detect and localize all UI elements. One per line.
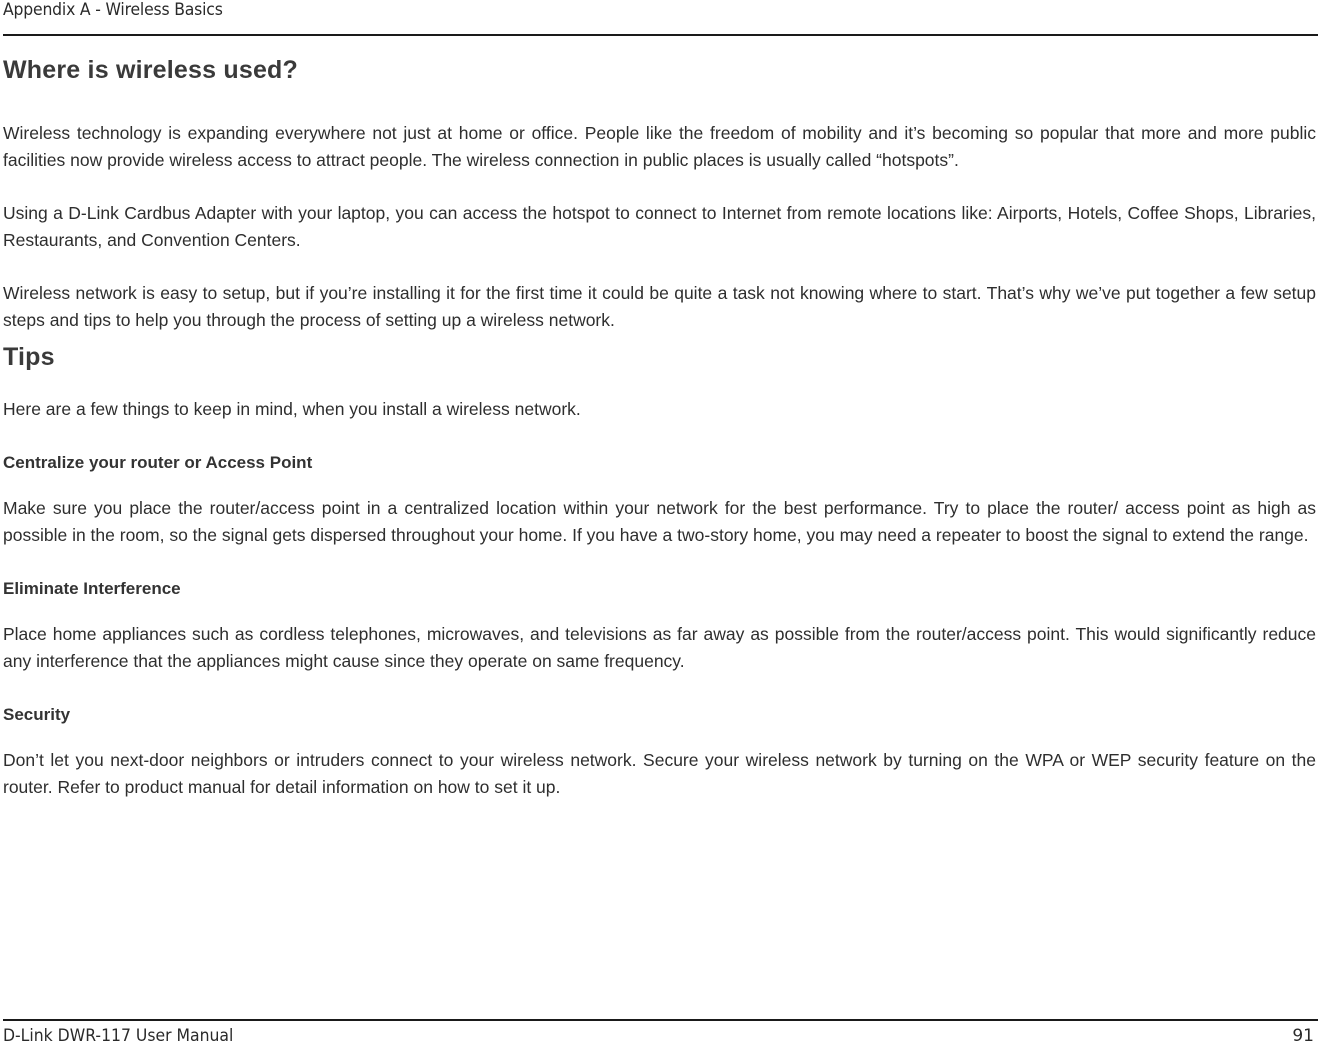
tip-body-centralize: Make sure you place the router/access point in a centralized location within your network for the best performance. Try to place the router/ access point as high as possible in the room, so the signal gets dispersed throughout your home. If you have a two-story home, you may need a repeater to boost the signal to extend the range. — [3, 498, 1316, 545]
tip-body-interference: Place home appliances such as cordless telephones, microwaves, and televisions as far away as possible from the router/access point. This would significantly reduce any interference that the appliances might cause since they operate on same frequency. — [3, 624, 1316, 671]
header-divider — [3, 34, 1318, 36]
manual-name: D-Link DWR-117 User Manual — [3, 1026, 234, 1046]
running-header: Appendix A - Wireless Basics — [3, 0, 223, 20]
tips-intro: Here are a few things to keep in mind, when you install a wireless network. — [3, 399, 581, 419]
paragraph-wireless-expanding: Wireless technology is expanding everywhere not just at home or office. People like the freedom of mobility and it’s becoming so popular that more and more public facilities now provide wireless access to attract people. The wireless connection in public places is usually called “hotspots”. — [3, 123, 1316, 170]
page-content — [3, 52, 1316, 801]
tip-body-security: Don’t let you next-door neighbors or intruders connect to your wireless network. Secure your wireless network by turning on the WPA or WEP security feature on the router. Refer to product manual for detail information on how to set it up. — [3, 750, 1316, 797]
tip-heading-interference: Eliminate Interference — [3, 579, 181, 598]
tip-heading-centralize: Centralize your router or Access Point — [3, 453, 313, 472]
paragraph-setup-intro: Wireless network is easy to setup, but if you’re installing it for the first time it could be quite a task not knowing where to start. That’s why we’ve put together a few setup steps and tips to help you through the process of setting up a wireless network. — [3, 283, 1316, 330]
footer-divider — [3, 1019, 1318, 1021]
paragraph-cardbus-hotspot: Using a D-Link Cardbus Adapter with your laptop, you can access the hotspot to connect to Internet from remote locations like: Airports, Hotels, Coffee Shops, Libraries, Restaurants, and Convention Centers. — [3, 203, 1316, 250]
page-number: 91 — [1292, 1026, 1314, 1046]
section-title: Where is wireless used? — [3, 56, 298, 84]
tip-heading-security: Security — [3, 705, 71, 724]
tips-title: Tips — [3, 343, 55, 371]
